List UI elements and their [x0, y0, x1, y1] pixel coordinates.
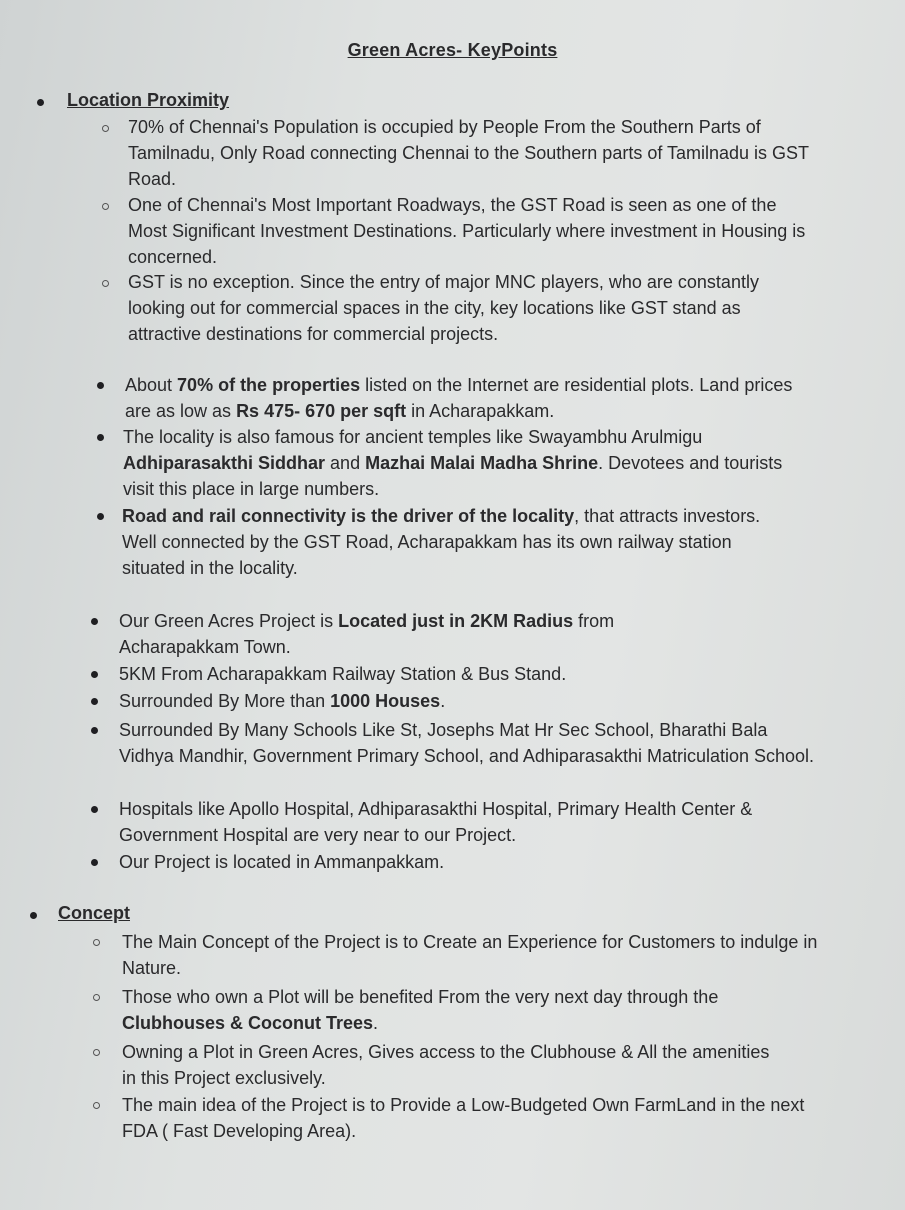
concept-subpoint: Those who own a Plot will be benefited From the very next day through the Clubhouses & Coconut Trees. — [122, 987, 719, 1033]
bullet-dot — [97, 513, 104, 520]
project-point: 5KM From Acharapakkam Railway Station & Bus Stand. — [119, 664, 567, 684]
location-subpoint: 70% of Chennai's Population is occupied by People From the Southern Parts of Tamilnadu, Only Road connecting Chennai to the Southern parts of Tamilnadu is GST Road. — [128, 117, 809, 189]
bullet-dot — [91, 618, 98, 625]
location-subpoint: GST is no exception. Since the entry of major MNC players, who are constantly looking out for commercial spaces in the city, key locations like GST stand as attractive destinations for commercial projects. — [128, 272, 759, 344]
bullet-circle — [93, 939, 100, 946]
concept-heading: Concept — [58, 903, 130, 923]
project-point: Surrounded By More than 1000 Houses. — [119, 691, 446, 711]
bullet-circle — [93, 1102, 100, 1109]
concept-subpoint: The main idea of the Project is to Provide a Low-Budgeted Own FarmLand in the next FDA ( Fast Developing Area). — [122, 1095, 805, 1141]
bullet-dot — [91, 806, 98, 813]
bullet-dot — [91, 859, 98, 866]
locality-point: The locality is also famous for ancient temples like Swayambhu Arulmigu Adhiparasakthi Siddhar and Mazhai Malai Madha Shrine. Devotees and tourists visit this place in large numbers. — [123, 427, 783, 499]
bullet-dot — [37, 99, 44, 106]
project-point: Our Green Acres Project is Located just in 2KM Radius from Acharapakkam Town. — [119, 611, 615, 657]
project-point: Hospitals like Apollo Hospital, Adhiparasakthi Hospital, Primary Health Center & Government Hospital are very near to our Project. — [119, 799, 753, 845]
bullet-dot — [97, 382, 104, 389]
bullet-circle — [93, 1049, 100, 1056]
page-title: Green Acres- KeyPoints — [347, 40, 558, 60]
locality-point: About 70% of the properties listed on the Internet are residential plots. Land prices are as low as Rs 475- 670 per sqft in Acharapakkam. — [125, 375, 793, 421]
bullet-circle — [102, 125, 109, 132]
location-subpoint: One of Chennai's Most Important Roadways, the GST Road is seen as one of the Most Significant Investment Destinations. Particularly where investment in Housing is concerned. — [128, 195, 806, 267]
bullet-dot — [97, 434, 104, 441]
concept-subpoint: Owning a Plot in Green Acres, Gives access to the Clubhouse & All the amenities in this Project exclusively. — [122, 1042, 770, 1088]
bullet-circle — [93, 994, 100, 1001]
bullet-dot — [91, 698, 98, 705]
concept-subpoint: The Main Concept of the Project is to Create an Experience for Customers to indulge in Nature. — [122, 932, 818, 978]
location-proximity-heading: Location Proximity — [67, 90, 230, 110]
project-point: Our Project is located in Ammanpakkam. — [119, 852, 445, 872]
bullet-circle — [102, 203, 109, 210]
bullet-dot — [91, 727, 98, 734]
bullet-dot — [30, 912, 37, 919]
bullet-dot — [91, 671, 98, 678]
locality-point: Road and rail connectivity is the driver of the locality, that attracts investors. Well connected by the GST Road, Acharapakkam has its own railway station situated in the locality. — [122, 506, 761, 578]
project-point: Surrounded By Many Schools Like St, Josephs Mat Hr Sec School, Bharathi Bala Vidhya Mandhir, Government Primary School, and Adhiparasakthi Matriculation School. — [119, 720, 815, 766]
bullet-circle — [102, 280, 109, 287]
